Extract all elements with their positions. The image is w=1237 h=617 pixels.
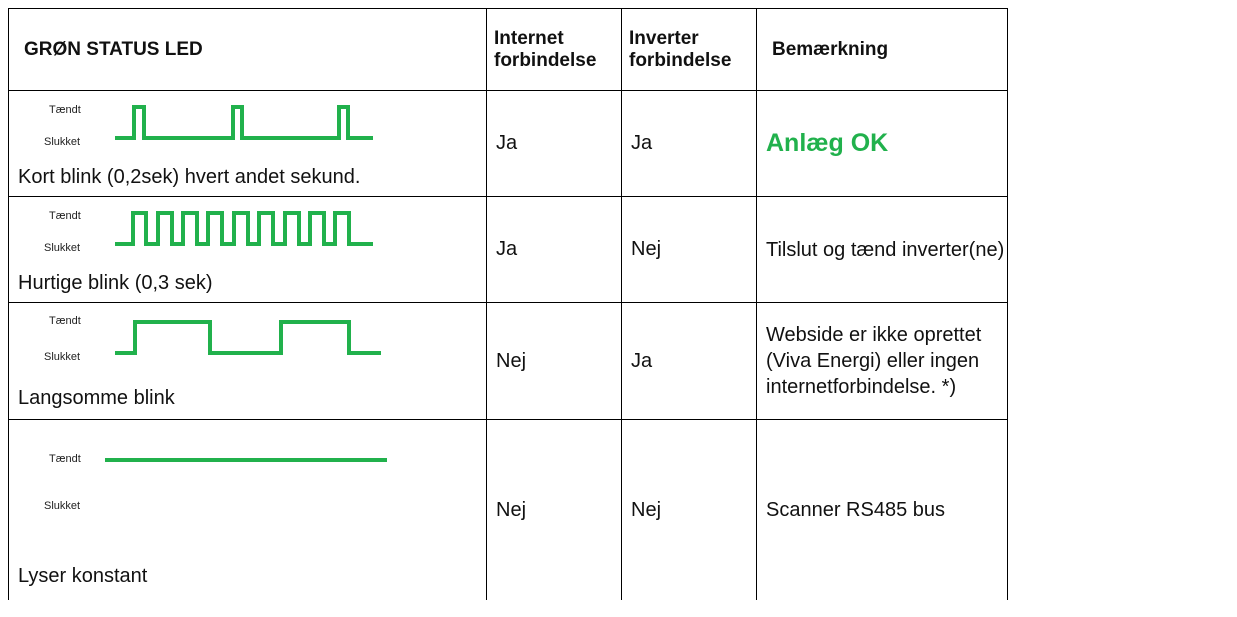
remark-value: Scanner RS485 bus [757,420,1008,601]
internet-value: Ja [487,91,622,197]
internet-value: Nej [487,303,622,420]
table-row [9,91,1008,197]
header-inverter-label: Inverter forbindelse [629,27,732,71]
led-cell [9,303,487,420]
inverter-value: Nej [622,420,757,601]
header-internet-label: Internet forbindelse [494,27,597,71]
label-off: Slukket [44,500,81,512]
label-off: Slukket [44,136,81,148]
table-row [9,420,1008,601]
header-internet [487,9,622,91]
label-on: Tændt [49,104,81,116]
inverter-value: Ja [622,303,757,420]
internet-value: Ja [487,197,622,303]
led-cell [9,91,487,197]
label-off: Slukket [44,242,81,254]
internet-value: Nej [487,420,622,601]
waveform-line-fast-pulses [115,213,373,244]
led-status-table [8,8,1008,600]
table-row [9,197,1008,303]
remark-value [757,91,1008,197]
waveform-line-short-pulses [115,107,373,138]
inverter-value: Nej [622,197,757,303]
led-description: Hurtige blink (0,3 sek) [18,272,213,294]
label-on: Tændt [49,315,81,327]
remark-value: Tilslut og tænd inverter(ne) [757,197,1008,303]
led-cell [9,420,487,601]
header-led: GRØN STATUS LED [9,9,487,91]
header-inverter [622,9,757,91]
led-cell [9,197,487,303]
label-on: Tændt [49,453,81,465]
waveform-line-slow-pulses [115,322,381,353]
remark-value: Webside er ikke oprettet (Viva Energi) eller ingen internetforbindelse. *) [757,303,1008,420]
led-description: Kort blink (0,2sek) hvert andet sekund. [18,166,361,188]
label-on: Tændt [49,210,81,222]
table-row [9,303,1008,420]
remark-ok: Anlæg OK [766,128,889,157]
inverter-value: Ja [622,91,757,197]
header-remark: Bemærkning [757,9,1008,91]
led-description: Langsomme blink [18,387,175,409]
header-row [9,9,1008,91]
led-description: Lyser konstant [18,565,148,587]
label-off: Slukket [44,351,81,363]
